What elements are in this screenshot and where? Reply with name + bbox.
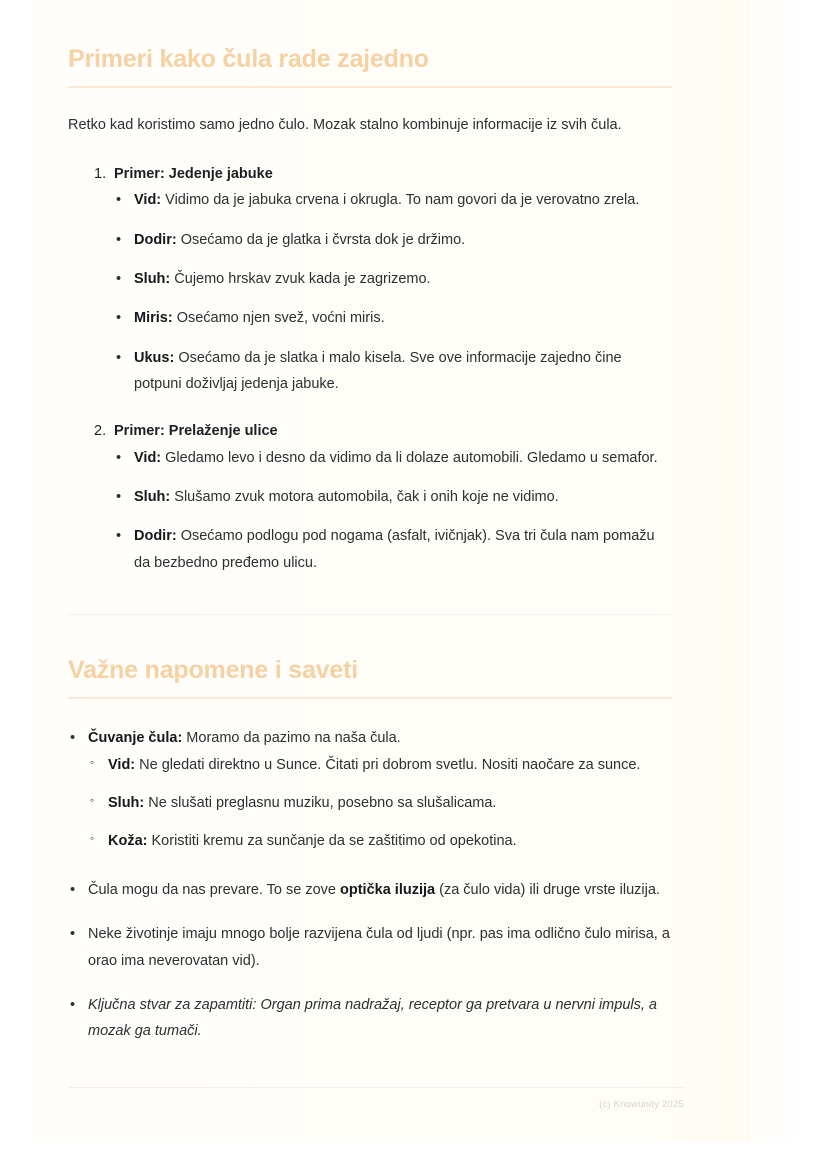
tip-term: Čuvanje čula: — [88, 730, 183, 747]
bullet-icon: • — [70, 926, 76, 943]
list-item — [68, 992, 672, 1045]
sense-text: Osećamo podlogu pod nogama (asfalt, ivičnjak). Sva tri čula nam pomažu da bezbedno pređemo ulicu. — [134, 528, 655, 571]
list-item — [114, 227, 672, 253]
sense-text: Slušamo zvuk motora automobila, čak i onih koje ne vidimo. — [170, 488, 559, 505]
sense-term: Miris: — [134, 310, 173, 327]
bullet-icon: • — [116, 310, 122, 327]
list-item — [68, 921, 672, 974]
list-item — [114, 187, 672, 213]
bullet-icon: • — [116, 192, 122, 209]
sense-term: Ukus: — [134, 349, 175, 366]
tip-text: Moramo da pazimo na naša čula. — [182, 730, 401, 747]
document-content — [68, 0, 672, 1045]
tip-text-post: (za čulo vida) ili druge vrste iluzija. — [435, 881, 660, 898]
intro-paragraph: Retko kad koristimo samo jedno čulo. Mozak stalno kombinuje informacije iz svih čula. — [68, 117, 622, 134]
key-takeaway-text: Ključna stvar za zapamtiti: Organ prima nadražaj, receptor ga pretvara u nervni impuls, a mozak ga tumači. — [88, 996, 657, 1040]
tip-text: Koristiti kremu za sunčanje da se zaštitimo od opekotina. — [147, 833, 517, 850]
tip-term: Sluh: — [108, 795, 145, 812]
hollow-bullet-icon: ◦ — [90, 831, 95, 846]
sense-text: Čujemo hrskav zvuk kada je zagrizemo. — [170, 270, 431, 287]
bullet-icon: • — [116, 488, 122, 505]
section-tips — [68, 615, 672, 1045]
hollow-bullet-icon: ◦ — [90, 793, 95, 808]
sense-text: Osećamo da je slatka i malo kisela. Sve ove informacije zajedno čine potpuni doživljaj jedenja jabuke. — [134, 349, 622, 393]
section-title-tips: Važne napomene i saveti — [68, 656, 358, 685]
page-title: Primeri kako čula rade zajedno — [68, 45, 429, 73]
sense-term: Dodir: — [134, 231, 177, 248]
list-item — [88, 752, 672, 778]
sense-text: Osećamo njen svež, voćni miris. — [172, 310, 385, 327]
example-title: Primer: Prelaženje ulice — [114, 423, 278, 440]
bullet-icon: • — [116, 231, 122, 248]
list-item — [88, 790, 672, 816]
example-sense-list — [114, 445, 672, 577]
tip-sub-list — [88, 752, 672, 855]
tip-text: Ne slušati preglasnu muziku, posebno sa slušalicama. — [144, 795, 497, 812]
tip-term: Koža: — [108, 833, 148, 850]
copyright-text: (c) Knowunity 2025 — [599, 1099, 684, 1110]
footer — [68, 1087, 684, 1110]
document-page — [32, 0, 795, 1142]
sense-term: Dodir: — [134, 528, 177, 545]
tip-text: Ne gledati direktno u Sunce. Čitati pri dobrom svetlu. Nositi naočare za sunce. — [135, 756, 641, 773]
list-item — [68, 877, 672, 903]
list-item — [114, 345, 672, 398]
bullet-icon: • — [70, 996, 76, 1013]
example-sense-list — [114, 187, 672, 397]
tip-text-emphasis: optička iluzija — [340, 881, 436, 898]
sense-text: Vidimo da je jabuka crvena i okrugla. To nam govori da je verovatno zrela. — [161, 192, 640, 209]
sense-term: Vid: — [134, 192, 162, 209]
sense-term: Vid: — [134, 449, 162, 466]
list-item — [68, 725, 672, 855]
bullet-icon: • — [70, 881, 76, 898]
list-item — [114, 523, 672, 576]
tips-list — [68, 725, 672, 1044]
tip-text-pre: Čula mogu da nas prevare. To se zove — [88, 881, 341, 898]
list-item — [114, 305, 672, 331]
bullet-icon: • — [70, 730, 76, 747]
tip-term: Vid: — [108, 756, 136, 773]
list-item — [114, 161, 672, 397]
heading-divider — [68, 86, 672, 88]
heading-divider — [68, 697, 672, 699]
list-item — [114, 445, 672, 471]
tip-text: Neke životinje imaju mnogo bolje razvijena čula od ljudi (npr. pas ima odlično čulo mirisa, a orao ima neverovatan vid). — [88, 926, 670, 969]
sense-text: Gledamo levo i desno da vidimo da li dolaze automobili. Gledamo u semafor. — [161, 449, 658, 466]
list-item — [114, 484, 672, 510]
bullet-icon: • — [116, 528, 122, 545]
sense-term: Sluh: — [134, 488, 171, 505]
footer-divider — [68, 1087, 684, 1088]
examples-ordered-list — [68, 161, 672, 576]
list-item — [114, 418, 672, 576]
sense-term: Sluh: — [134, 270, 171, 287]
hollow-bullet-icon: ◦ — [90, 754, 95, 769]
bullet-icon: • — [116, 449, 122, 466]
list-item — [88, 828, 672, 854]
bullet-icon: • — [116, 349, 122, 366]
bullet-icon: • — [116, 270, 122, 287]
example-title: Primer: Jedenje jabuke — [114, 166, 273, 183]
sense-text: Osećamo da je glatka i čvrsta dok je držimo. — [176, 231, 466, 248]
list-item — [114, 266, 672, 292]
section-examples — [68, 0, 672, 576]
